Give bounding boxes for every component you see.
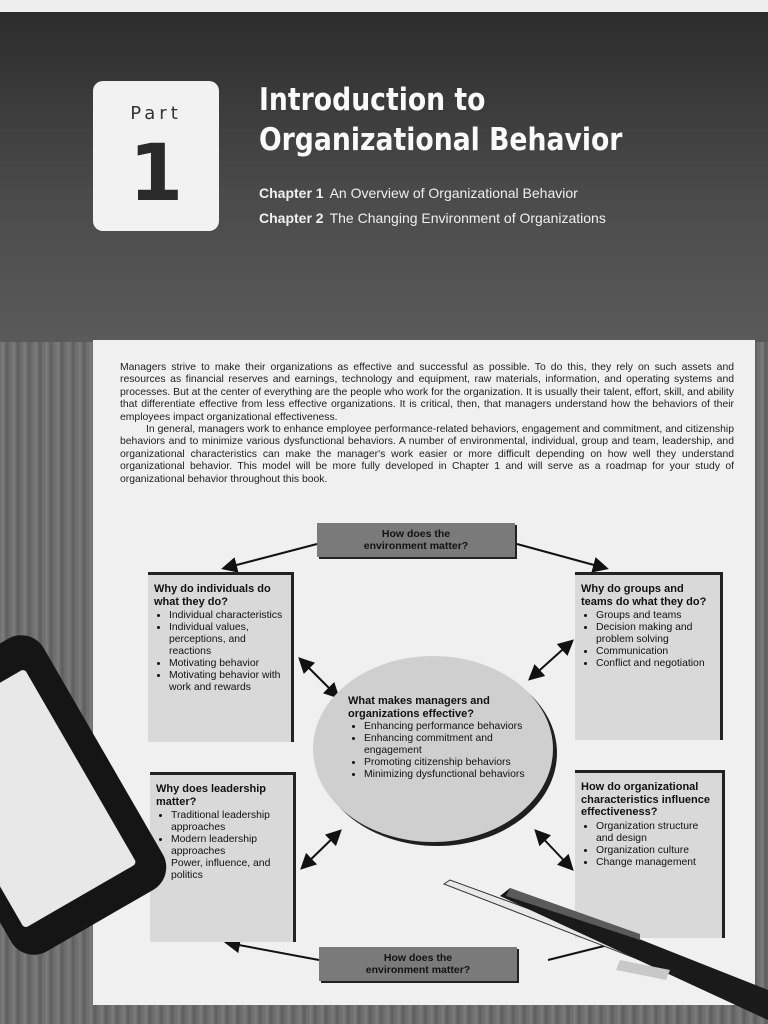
arrow-individuals-center [301, 660, 337, 696]
part-number-badge [93, 81, 219, 231]
leadership-box [150, 772, 296, 942]
list-item: • Conflict and negotiation [596, 658, 714, 670]
part-title-line2: Organizational Behavior [259, 122, 623, 158]
groups-title: Why do groups and teams do what they do? [581, 583, 707, 608]
chapter-item [259, 181, 729, 206]
list-item: • Motivating behavior [169, 658, 285, 670]
list-item: • Decision making and problem solving [596, 622, 714, 646]
intro-paragraph-1: Managers strive to make their organizations as effective and successful as possible. To do this, they rely on such assets and resources as financial reserves and earnings, technology and equipment, raw materials, information, and operating systems and processes. But at the center of everything are the people who work for the organization. It is usually their talent, effort, skill, and ability that differentiate effective from less effective organizations. It is critical, then, that managers understand how the behaviors of their employees impact organizational effectiveness. [120, 362, 734, 423]
individuals-list [154, 610, 285, 694]
list-item: • Promoting citizenship behaviors [364, 757, 528, 769]
intro-paragraph-2: In general, managers work to enhance employee performance-related behaviors, engagement and commitment, and citizenship behaviors and to minimize various dysfunctional behaviors. A number of environmental, individual, group and team, leadership, and organizational characteristics can make the manager's work easier or more difficult depending on how well they understand organizational behavior. This model will be more fully developed in Chapter 1 and will serve as a roadmap for your study of organizational behavior throughout this book. [120, 424, 734, 485]
chapter-list [259, 181, 729, 231]
arrow-env-to-groups [517, 544, 605, 568]
list-item: • Change management [596, 857, 716, 869]
list-item: • Traditional leadership approaches [171, 810, 287, 834]
list-item: • Groups and teams [596, 610, 714, 622]
list-item: • Individual values, perceptions, and reactions [169, 622, 285, 658]
list-item: • Motivating behavior with work and rewards [169, 670, 285, 694]
organizational-list [581, 821, 716, 869]
list-item: • Organization culture [596, 845, 716, 857]
arrow-organizational-center [537, 832, 571, 868]
list-item: • Enhancing performance behaviors [364, 721, 528, 733]
chapter-item [259, 206, 729, 231]
arrow-groups-center [531, 642, 571, 678]
chapter-number: Chapter 2 [259, 210, 324, 226]
groups-list [581, 610, 714, 670]
part-number: 1 [128, 129, 184, 219]
individuals-box [148, 572, 294, 742]
organizational-title: How do organizational characteristics influence effectiveness? [581, 781, 711, 818]
arrow-leadership-center [303, 832, 339, 867]
list-item: • Organization structure and design [596, 821, 716, 845]
list-item: • Power, influence, and politics [171, 858, 287, 882]
photo-top-edge [0, 0, 768, 12]
part-title-line1: Introduction to [259, 82, 486, 118]
groups-box [575, 572, 723, 740]
list-item: • Communication [596, 646, 714, 658]
list-item: • Individual characteristics [169, 610, 285, 622]
chapter-number: Chapter 1 [259, 185, 324, 201]
arrow-env-to-individuals [225, 544, 317, 568]
arrow-env-bottom-to-leadership [228, 943, 319, 960]
leadership-list [156, 810, 287, 882]
part-title [259, 80, 672, 160]
list-item: • Modern leadership approaches [171, 834, 287, 858]
center-title: What makes managers and organizations effective? [348, 695, 490, 720]
environment-label-line1: How does the [383, 952, 453, 964]
individuals-title: Why do individuals do what they do? [154, 583, 271, 608]
chapter-title: An Overview of Organizational Behavior [329, 185, 578, 201]
environment-label-line1: How does the [381, 528, 451, 540]
list-item: • Minimizing dysfunctional behaviors [364, 769, 528, 781]
center-effectiveness [348, 695, 528, 781]
center-list [348, 721, 528, 781]
pen-icon [440, 870, 768, 1024]
part-label: Part [130, 103, 182, 124]
environment-label-line2: environment matter? [363, 540, 469, 552]
environment-label-line2: environment matter? [365, 964, 471, 976]
leadership-title: Why does leadership matter? [156, 783, 267, 808]
environment-box-top [317, 523, 515, 557]
list-item: • Enhancing commitment and engagement [364, 733, 528, 757]
chapter-title: The Changing Environment of Organizations [329, 210, 606, 226]
